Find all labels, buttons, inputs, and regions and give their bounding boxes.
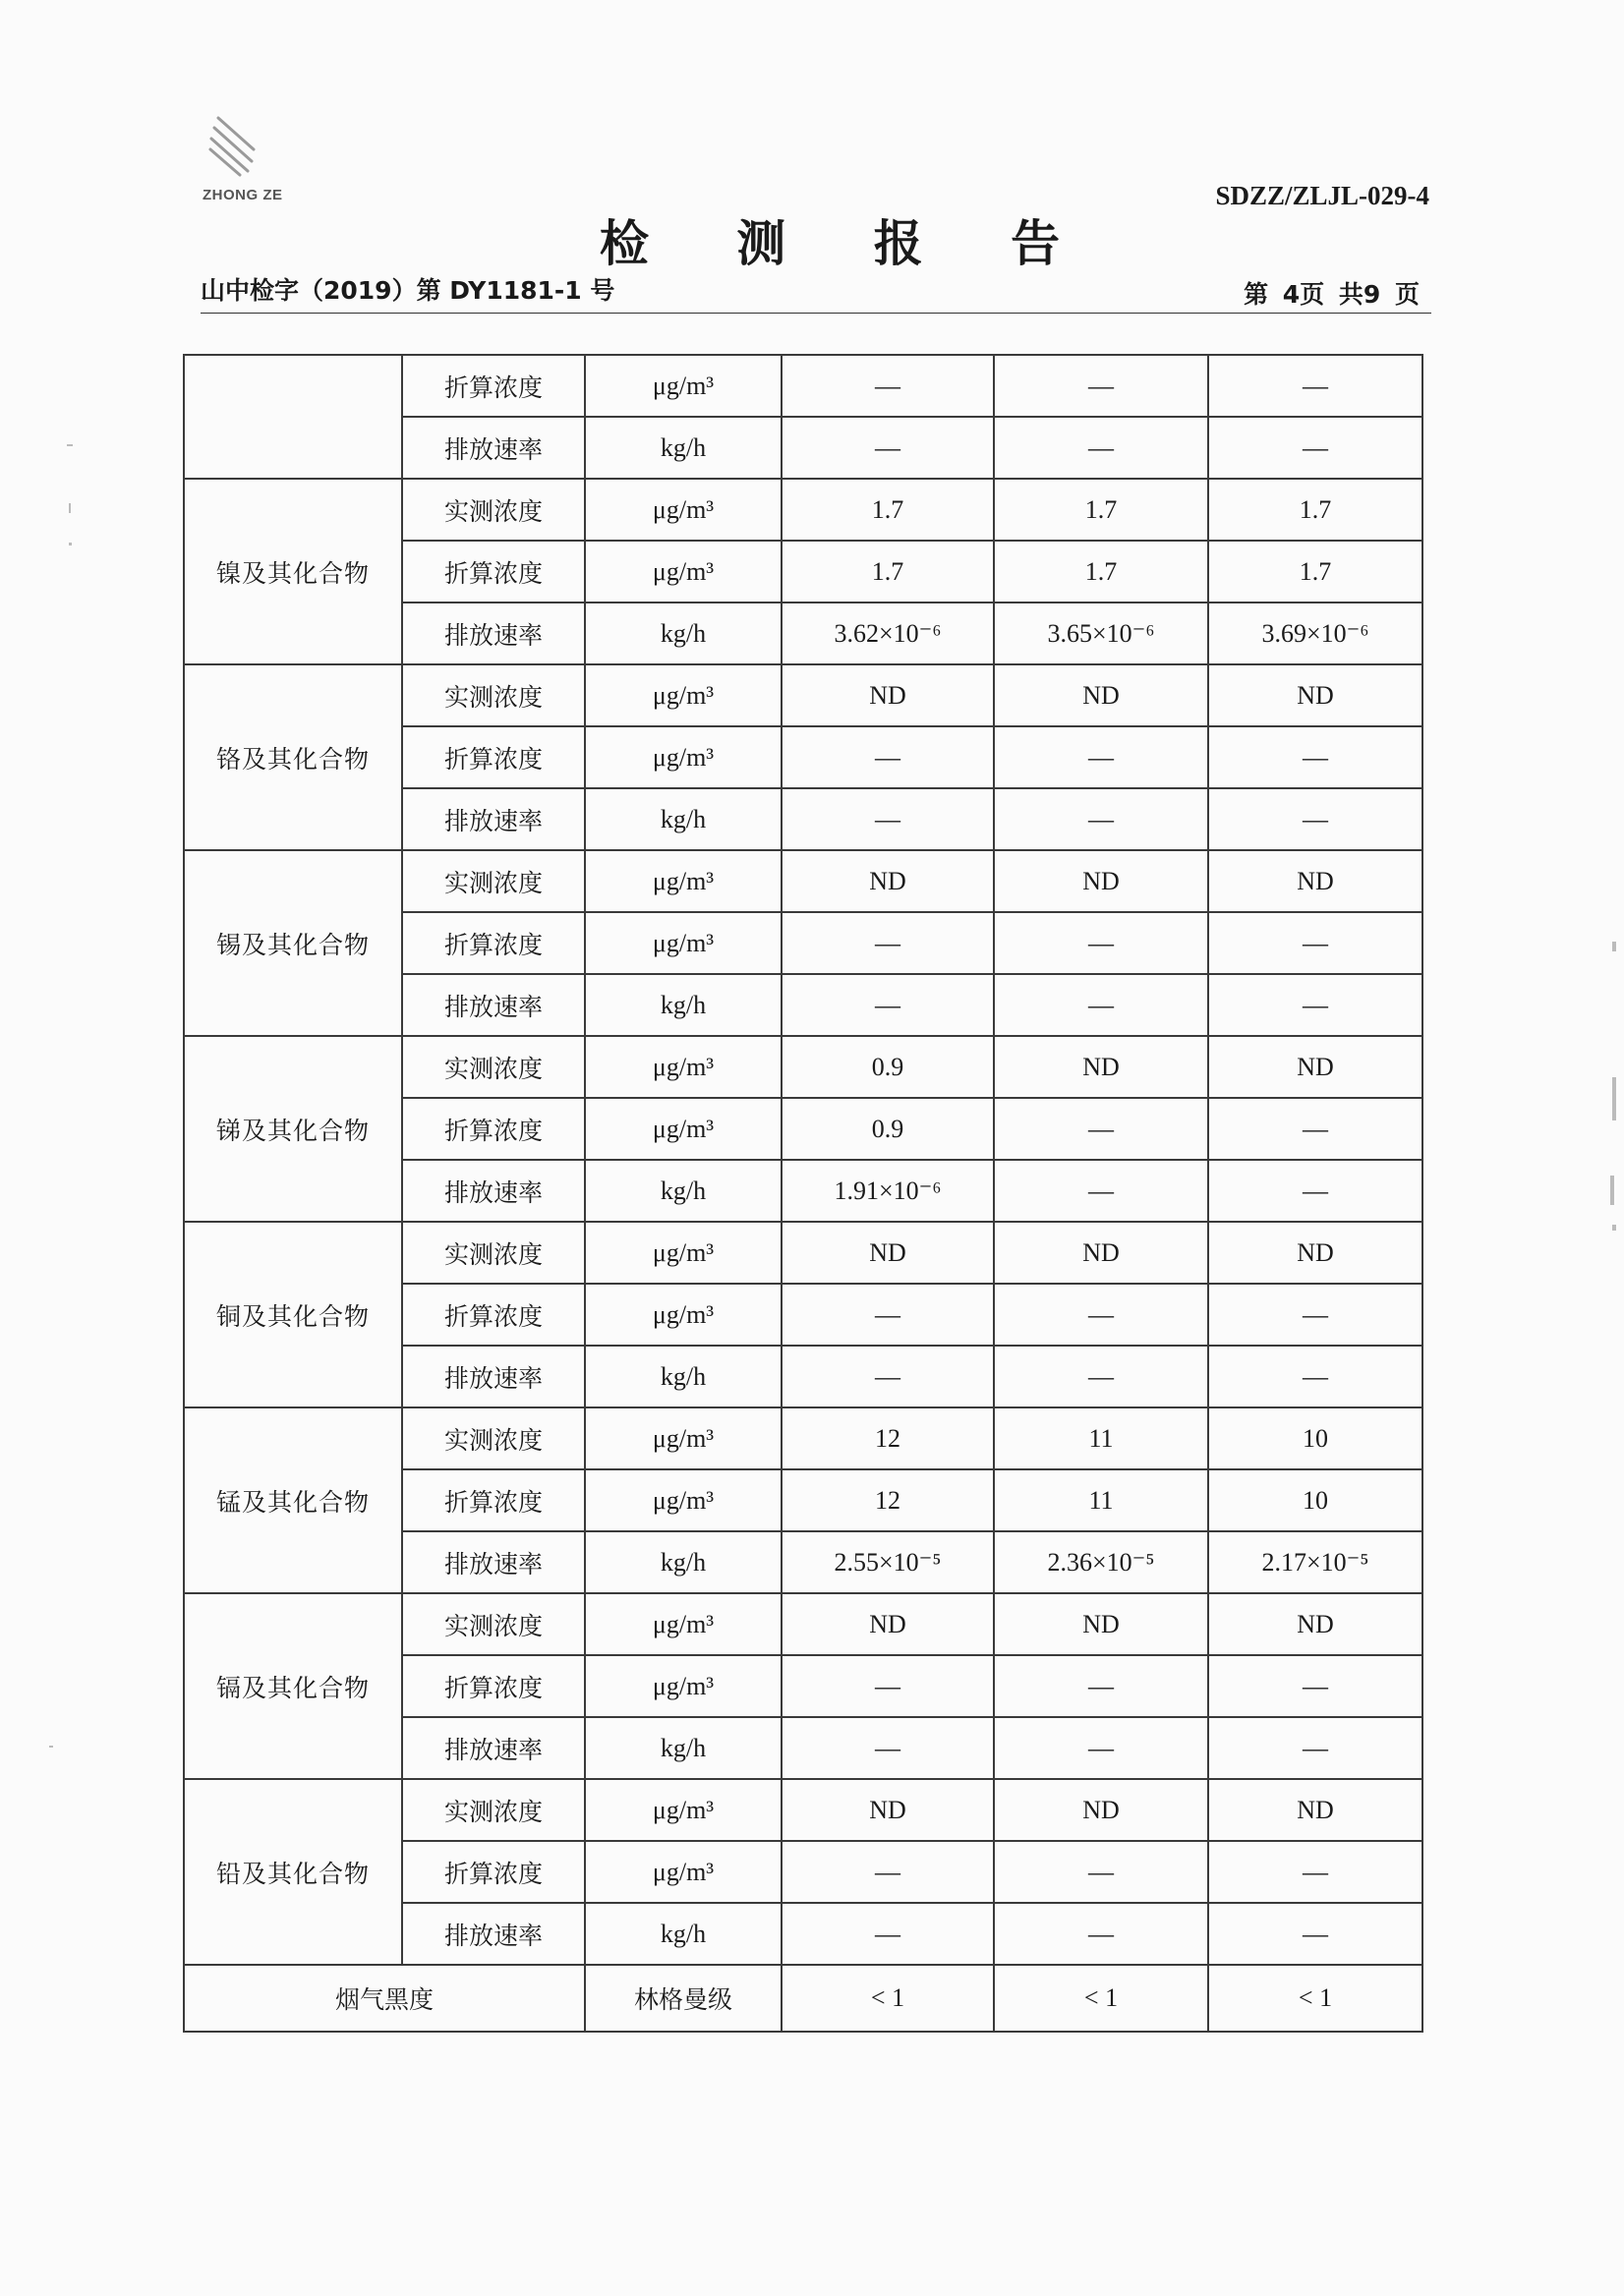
- value-cell-2: —: [994, 417, 1208, 479]
- item-cell: 实测浓度: [402, 1779, 585, 1841]
- value-cell-1: ND: [782, 850, 994, 912]
- value-cell-1: 12: [782, 1407, 994, 1469]
- item-cell: 排放速率: [402, 417, 585, 479]
- group-name-cell: 锑及其化合物: [184, 1036, 402, 1222]
- unit-cell: kg/h: [585, 603, 782, 664]
- value-cell-1: —: [782, 417, 994, 479]
- unit-cell: kg/h: [585, 788, 782, 850]
- value-cell-3: 10: [1208, 1469, 1422, 1531]
- group-name-cell: 锡及其化合物: [184, 850, 402, 1036]
- value-cell-1: —: [782, 912, 994, 974]
- logo-stripes-icon: [206, 110, 265, 179]
- value-cell-1: 12: [782, 1469, 994, 1531]
- scan-speck: [1612, 1077, 1616, 1120]
- value-cell-1: 1.7: [782, 541, 994, 603]
- unit-cell: μg/m³: [585, 355, 782, 417]
- report-title: 检 测 报 告: [599, 215, 1096, 272]
- item-cell: 实测浓度: [402, 479, 585, 541]
- value-cell-1: —: [782, 788, 994, 850]
- group-name-cell: 镉及其化合物: [184, 1593, 402, 1779]
- value-cell-2: —: [994, 1655, 1208, 1717]
- value-cell-3: —: [1208, 417, 1422, 479]
- unit-cell: μg/m³: [585, 1036, 782, 1098]
- value-cell-1: —: [782, 1903, 994, 1965]
- unit-cell: kg/h: [585, 1717, 782, 1779]
- table-row: [184, 1965, 1422, 2032]
- item-cell: 实测浓度: [402, 1593, 585, 1655]
- unit-cell: μg/m³: [585, 726, 782, 788]
- value-cell-2: < 1: [994, 1965, 1208, 2032]
- table-row: [184, 479, 1422, 541]
- table-row: [184, 1593, 1422, 1655]
- value-cell-1: 0.9: [782, 1098, 994, 1160]
- header-divider: [201, 313, 1431, 314]
- smoke-blackness-label: 烟气黑度: [184, 1965, 585, 2032]
- value-cell-3: 3.69×10⁻⁶: [1208, 603, 1422, 664]
- value-cell-3: 2.17×10⁻⁵: [1208, 1531, 1422, 1593]
- value-cell-1: 0.9: [782, 1036, 994, 1098]
- group-name-cell: 锰及其化合物: [184, 1407, 402, 1593]
- table-row: [184, 1407, 1422, 1469]
- value-cell-3: —: [1208, 974, 1422, 1036]
- scan-speck: [49, 1746, 53, 1748]
- table-row: [184, 850, 1422, 912]
- item-cell: 排放速率: [402, 974, 585, 1036]
- item-cell: 实测浓度: [402, 664, 585, 726]
- report-number: 山中检字（2019）第 DY1181-1 号: [201, 276, 615, 305]
- unit-cell: kg/h: [585, 1160, 782, 1222]
- table-body: [184, 355, 1422, 2032]
- value-cell-3: —: [1208, 1346, 1422, 1407]
- value-cell-1: ND: [782, 1593, 994, 1655]
- value-cell-2: 11: [994, 1407, 1208, 1469]
- scan-speck: [69, 543, 72, 545]
- group-name-cell: 镍及其化合物: [184, 479, 402, 664]
- value-cell-3: —: [1208, 1903, 1422, 1965]
- value-cell-2: ND: [994, 1036, 1208, 1098]
- scan-speck: [1610, 1176, 1614, 1205]
- unit-cell: μg/m³: [585, 1407, 782, 1469]
- value-cell-2: —: [994, 1098, 1208, 1160]
- value-cell-3: ND: [1208, 1593, 1422, 1655]
- item-cell: 折算浓度: [402, 1469, 585, 1531]
- value-cell-3: —: [1208, 1284, 1422, 1346]
- scan-speck: [67, 444, 73, 446]
- item-cell: 实测浓度: [402, 1407, 585, 1469]
- value-cell-2: ND: [994, 664, 1208, 726]
- value-cell-1: ND: [782, 664, 994, 726]
- value-cell-2: 2.36×10⁻⁵: [994, 1531, 1208, 1593]
- scan-speck: [69, 503, 71, 513]
- item-cell: 排放速率: [402, 1903, 585, 1965]
- group-name-cell: 铅及其化合物: [184, 1779, 402, 1965]
- unit-cell: μg/m³: [585, 664, 782, 726]
- value-cell-3: —: [1208, 788, 1422, 850]
- group-name-cell: 铜及其化合物: [184, 1222, 402, 1407]
- value-cell-2: —: [994, 788, 1208, 850]
- measurement-table: [183, 354, 1423, 2033]
- unit-cell: μg/m³: [585, 1469, 782, 1531]
- unit-cell: μg/m³: [585, 1098, 782, 1160]
- page-number: 第 4页 共9 页: [1244, 280, 1420, 309]
- item-cell: 折算浓度: [402, 1841, 585, 1903]
- item-cell: 折算浓度: [402, 912, 585, 974]
- value-cell-1: —: [782, 974, 994, 1036]
- unit-cell: kg/h: [585, 417, 782, 479]
- value-cell-3: 1.7: [1208, 479, 1422, 541]
- value-cell-3: ND: [1208, 1779, 1422, 1841]
- logo-text: ZHONG ZE: [203, 187, 283, 203]
- unit-cell: μg/m³: [585, 1779, 782, 1841]
- scan-speck: [1612, 942, 1616, 951]
- unit-cell: μg/m³: [585, 850, 782, 912]
- item-cell: 实测浓度: [402, 850, 585, 912]
- item-cell: 排放速率: [402, 788, 585, 850]
- value-cell-3: 1.7: [1208, 541, 1422, 603]
- value-cell-2: ND: [994, 1222, 1208, 1284]
- value-cell-1: 2.55×10⁻⁵: [782, 1531, 994, 1593]
- item-cell: 排放速率: [402, 1717, 585, 1779]
- value-cell-1: 3.62×10⁻⁶: [782, 603, 994, 664]
- value-cell-3: —: [1208, 1160, 1422, 1222]
- table-row: [184, 1222, 1422, 1284]
- document-code: SDZZ/ZLJL-029-4: [1215, 181, 1429, 210]
- company-logo: [193, 110, 283, 203]
- unit-cell: μg/m³: [585, 912, 782, 974]
- value-cell-2: ND: [994, 1779, 1208, 1841]
- value-cell-1: —: [782, 1655, 994, 1717]
- value-cell-2: 1.7: [994, 479, 1208, 541]
- unit-cell: kg/h: [585, 1346, 782, 1407]
- group-name-cell: 铬及其化合物: [184, 664, 402, 850]
- value-cell-1: —: [782, 355, 994, 417]
- value-cell-2: —: [994, 1903, 1208, 1965]
- value-cell-1: ND: [782, 1779, 994, 1841]
- value-cell-3: ND: [1208, 1222, 1422, 1284]
- unit-cell: μg/m³: [585, 1841, 782, 1903]
- value-cell-3: —: [1208, 726, 1422, 788]
- value-cell-1: 1.91×10⁻⁶: [782, 1160, 994, 1222]
- unit-cell: μg/m³: [585, 541, 782, 603]
- value-cell-2: —: [994, 1841, 1208, 1903]
- table-row: [184, 664, 1422, 726]
- item-cell: 折算浓度: [402, 1655, 585, 1717]
- unit-cell: μg/m³: [585, 1655, 782, 1717]
- unit-cell: μg/m³: [585, 479, 782, 541]
- value-cell-1: < 1: [782, 1965, 994, 2032]
- value-cell-2: —: [994, 974, 1208, 1036]
- value-cell-3: —: [1208, 1717, 1422, 1779]
- table-row: [184, 1779, 1422, 1841]
- table-row: [184, 355, 1422, 417]
- value-cell-2: —: [994, 1284, 1208, 1346]
- item-cell: 排放速率: [402, 603, 585, 664]
- item-cell: 折算浓度: [402, 541, 585, 603]
- value-cell-1: —: [782, 1284, 994, 1346]
- value-cell-3: ND: [1208, 850, 1422, 912]
- value-cell-1: 1.7: [782, 479, 994, 541]
- value-cell-2: ND: [994, 850, 1208, 912]
- value-cell-3: ND: [1208, 664, 1422, 726]
- unit-cell: μg/m³: [585, 1222, 782, 1284]
- value-cell-2: 3.65×10⁻⁶: [994, 603, 1208, 664]
- value-cell-2: 11: [994, 1469, 1208, 1531]
- item-cell: 排放速率: [402, 1346, 585, 1407]
- value-cell-2: ND: [994, 1593, 1208, 1655]
- value-cell-3: < 1: [1208, 1965, 1422, 2032]
- value-cell-1: —: [782, 726, 994, 788]
- item-cell: 折算浓度: [402, 355, 585, 417]
- value-cell-3: 10: [1208, 1407, 1422, 1469]
- unit-cell: kg/h: [585, 1531, 782, 1593]
- scan-speck: [1612, 1225, 1616, 1231]
- value-cell-2: 1.7: [994, 541, 1208, 603]
- unit-cell: kg/h: [585, 1903, 782, 1965]
- value-cell-3: —: [1208, 1655, 1422, 1717]
- item-cell: 排放速率: [402, 1531, 585, 1593]
- item-cell: 实测浓度: [402, 1036, 585, 1098]
- item-cell: 实测浓度: [402, 1222, 585, 1284]
- group-name-cell: [184, 355, 402, 479]
- unit-cell: μg/m³: [585, 1593, 782, 1655]
- value-cell-1: —: [782, 1841, 994, 1903]
- value-cell-3: —: [1208, 912, 1422, 974]
- value-cell-2: —: [994, 355, 1208, 417]
- value-cell-2: —: [994, 1346, 1208, 1407]
- item-cell: 排放速率: [402, 1160, 585, 1222]
- value-cell-3: —: [1208, 1841, 1422, 1903]
- unit-cell: μg/m³: [585, 1284, 782, 1346]
- table-row: [184, 1036, 1422, 1098]
- value-cell-1: —: [782, 1346, 994, 1407]
- unit-cell: kg/h: [585, 974, 782, 1036]
- value-cell-1: —: [782, 1717, 994, 1779]
- value-cell-2: —: [994, 726, 1208, 788]
- unit-cell: 林格曼级: [585, 1965, 782, 2032]
- value-cell-1: ND: [782, 1222, 994, 1284]
- value-cell-2: —: [994, 912, 1208, 974]
- value-cell-3: ND: [1208, 1036, 1422, 1098]
- value-cell-2: —: [994, 1160, 1208, 1222]
- item-cell: 折算浓度: [402, 726, 585, 788]
- item-cell: 折算浓度: [402, 1284, 585, 1346]
- value-cell-3: —: [1208, 1098, 1422, 1160]
- item-cell: 折算浓度: [402, 1098, 585, 1160]
- value-cell-3: —: [1208, 355, 1422, 417]
- value-cell-2: —: [994, 1717, 1208, 1779]
